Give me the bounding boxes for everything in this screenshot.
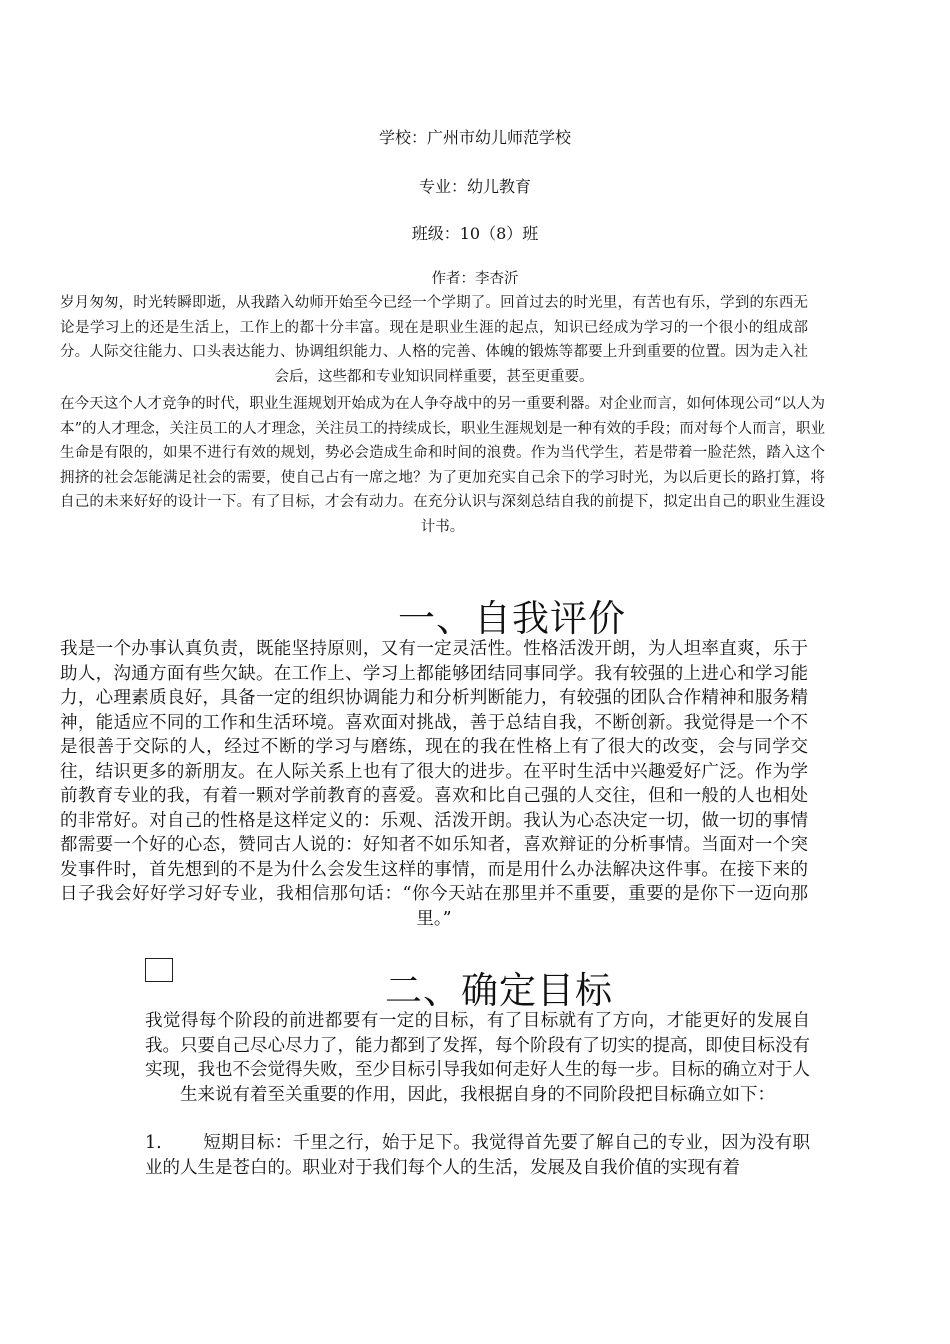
intro-paragraph-2: 在今天这个人才竞争的时代，职业生涯规划开始成为在人争夺战中的另一重要利器。对企业而言，如何体现公司“以人为本”的人才理念，关注员工的人才理念，关注员工的持续成长，职业生涯规划是一种有效的手段；而对每个人而言，职业生命是有限的，如果不进行有效的规划，势必会造成生命和时间的浪费。作为当代学生，若是带着一脸茫然，踏入这个拥挤的社会怎能满足社会的需要，使自己占有一席之地？为了更加充实自己余下的学习时光，为以后更长的路打算，将自己的未来好好的设计一下。有了目标，才会有动力。在充分认识与深刻总结自我的前提下，拟定出自己的职业生涯设计书。	[60, 396, 825, 535]
intro-paragraph-1: 岁月匆匆，时光转瞬即逝，从我踏入幼师开始至今已经一个学期了。回首过去的时光里，有苦也有乐，学到的东西无论是学习上的还是生活上，工作上的都十分丰富。现在是职业生涯的起点，知识已经成为学习的一个很小的组成部分。人际交往能力、口头表达能力、协调组织能力、人格的完善、体魄的锻炼等都要上升到重要的位置。因为走入社会后，这些都和专业知识同样重要，甚至更重要。	[60, 295, 808, 385]
author-line: 作者：李杏沂	[431, 271, 519, 287]
list-item-text: 短期目标：千里之行，始于足下。我觉得首先要了解自己的专业，因为没有职业的人生是苍白的。职业对于我们每个人的生活，发展及自我价值的实现有着	[145, 1133, 810, 1178]
school-line: 学校：广州市幼儿师范学校	[378, 128, 571, 147]
section-1-body: 我是一个办事认真负责，既能坚持原则，又有一定灵活性。性格活泼开朗，为人坦率直爽，乐于助人，沟通方面有些欠缺。在工作上、学习上都能够团结同事同学。我有较强的上进心和学习能力，心理素质良好，具备一定的组织协调能力和分析判断能力，有较强的团队合作精神和服务精神，能适应不同的工作和生活环境。喜欢面对挑战，善于总结自我，不断创新。我觉得是一个不是很善于交际的人，经过不断的学习与磨练，现在的我在性格上有了很大的改变，会与同学交往，结识更多的新朋友。在人际关系上也有了很大的进步。在平时生活中兴趣爱好广泛。作为学前教育专业的我，有着一颗对学前教育的喜爱。喜欢和比自己强的人交往，但和一般的人也相处的非常好。对自己的性格是这样定义的：乐观、活泼开朗。我认为心态决定一切，做一切的事情都需要一个好的心态，赞同古人说的：好知者不如乐知者，喜欢辩证的分析事情。当面对一个突发事件时，首先想到的不是为什么会发生这样的事情，而是用什么办法解决这件事。在接下来的日子我会好好学习好专业，我相信那句话：“你今天站在那里并不重要，重要的是你下一迈向那里。”	[60, 639, 808, 929]
section-2-body: 我觉得每个阶段的前进都要有一定的目标，有了目标就有了方向，才能更好的发展自我。只要自己尽心尽力了，能力都到了发挥，每个阶段有了切实的提高，即使目标没有实现，我也不会觉得失败，至少目标引导我如何走好人生的每一步。目标的确立对于人生来说有着至关重要的作用，因此，我根据自身的不同阶段把目标确立如下：	[145, 1011, 810, 1105]
class-line: 班级：10（8）班	[411, 224, 539, 243]
section-1-title: 一、自我评价	[398, 597, 626, 640]
list-item-number: 1.	[145, 1133, 162, 1153]
checkbox-icon[interactable]	[145, 958, 173, 982]
list-item	[145, 1131, 810, 1180]
section-2-title: 二、确定目标	[385, 969, 613, 1012]
major-line: 专业：幼儿教育	[418, 177, 531, 196]
